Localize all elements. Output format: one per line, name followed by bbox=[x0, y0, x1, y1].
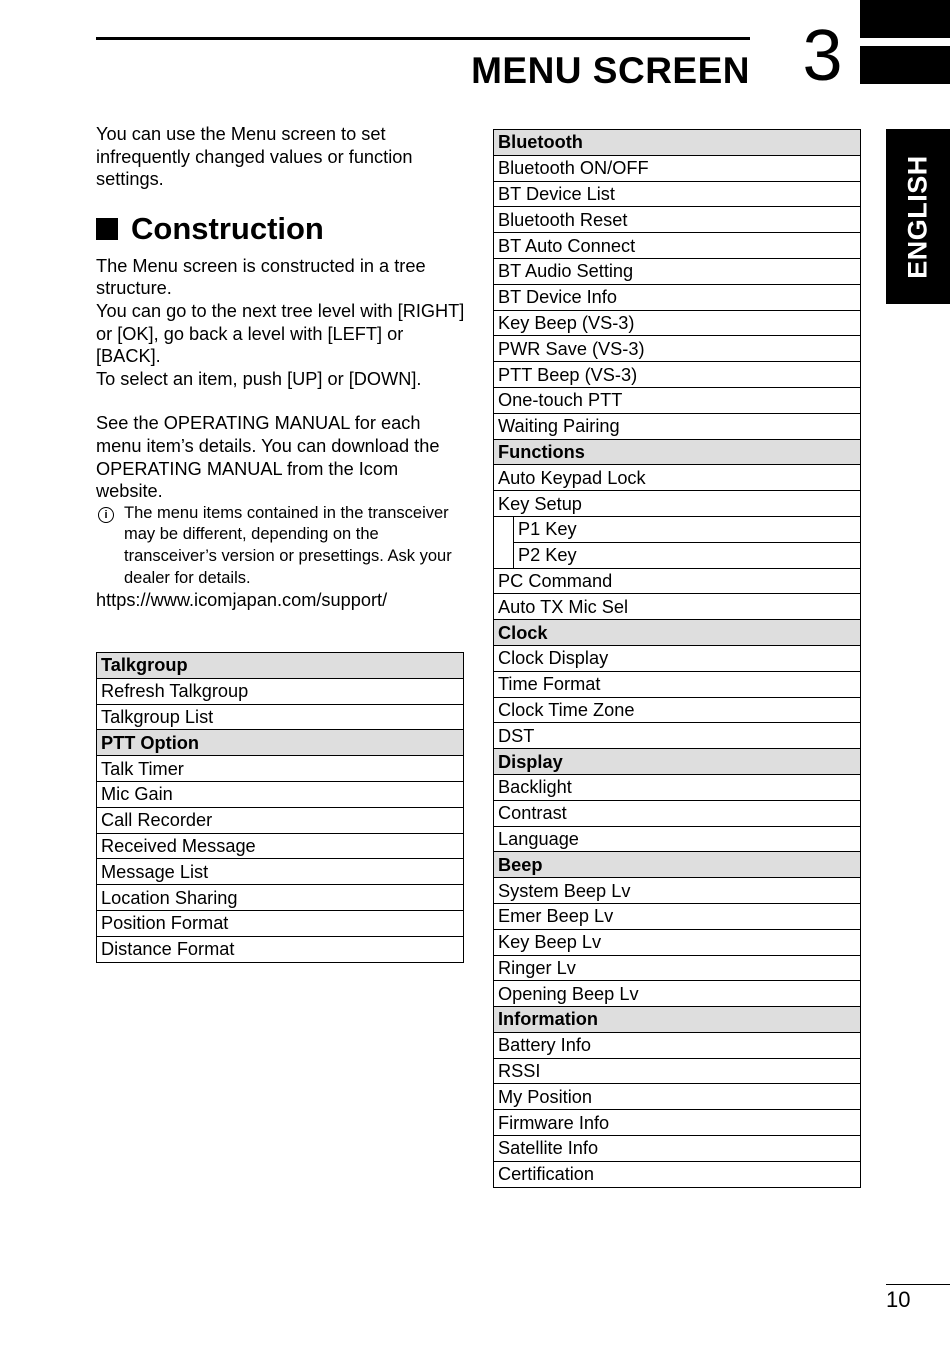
menu-item-row bbox=[494, 1058, 861, 1084]
left-column bbox=[96, 123, 466, 612]
menu-item-row bbox=[494, 903, 861, 929]
menu-item-row bbox=[97, 704, 464, 730]
menu-item-label: My Position bbox=[494, 1084, 861, 1110]
menu-item-label: Talk Timer bbox=[97, 756, 464, 782]
menu-item-row bbox=[494, 258, 861, 284]
menu-item-row bbox=[494, 723, 861, 749]
menu-item-row bbox=[494, 697, 861, 723]
menu-category-label: PTT Option bbox=[97, 730, 464, 756]
menu-item-label: Bluetooth Reset bbox=[494, 207, 861, 233]
menu-item-row bbox=[494, 207, 861, 233]
menu-category-label: Bluetooth bbox=[494, 130, 861, 156]
menu-table-right bbox=[493, 129, 861, 1188]
menu-item-label: Firmware Info bbox=[494, 1110, 861, 1136]
menu-item-label: Call Recorder bbox=[97, 807, 464, 833]
menu-category-row bbox=[494, 439, 861, 465]
menu-item-label: Clock Display bbox=[494, 645, 861, 671]
info-icon: i bbox=[98, 507, 114, 523]
menu-item-row bbox=[494, 929, 861, 955]
menu-item-label: Location Sharing bbox=[97, 885, 464, 911]
menu-category-row bbox=[494, 1007, 861, 1033]
menu-item-label: Talkgroup List bbox=[97, 704, 464, 730]
square-bullet-icon bbox=[96, 218, 118, 240]
menu-item-row bbox=[494, 155, 861, 181]
menu-item-row bbox=[494, 645, 861, 671]
menu-item-row bbox=[494, 336, 861, 362]
section-title: MENU SCREEN bbox=[471, 50, 750, 91]
menu-item-row bbox=[97, 756, 464, 782]
manual-note: See the OPERATING MANUAL for each menu item’s details. You can download the OPERATING MANUAL from the Icom website. bbox=[96, 413, 440, 502]
menu-item-label: Certification bbox=[494, 1161, 861, 1187]
header-rule bbox=[96, 37, 750, 40]
menu-item-label: Key Setup bbox=[494, 491, 861, 517]
menu-item-row bbox=[494, 955, 861, 981]
menu-item-label: Auto TX Mic Sel bbox=[494, 594, 861, 620]
menu-category-label: Clock bbox=[494, 620, 861, 646]
menu-item-row bbox=[97, 678, 464, 704]
chapter-number: 3 bbox=[802, 16, 843, 96]
menu-item-label: Clock Time Zone bbox=[494, 697, 861, 723]
menu-item-row bbox=[97, 859, 464, 885]
menu-item-row bbox=[494, 594, 861, 620]
info-note bbox=[96, 503, 466, 589]
menu-item-row bbox=[97, 781, 464, 807]
menu-category-label: Information bbox=[494, 1007, 861, 1033]
menu-item-row bbox=[494, 516, 861, 542]
menu-item-row bbox=[494, 1110, 861, 1136]
language-tab bbox=[886, 129, 950, 304]
menu-item-row bbox=[494, 800, 861, 826]
intro-text: You can use the Menu screen to set infrequently changed values or function settings. bbox=[96, 124, 413, 190]
menu-item-row bbox=[494, 1084, 861, 1110]
menu-item-label: Waiting Pairing bbox=[494, 413, 861, 439]
menu-table-left bbox=[96, 652, 464, 963]
menu-item-label: DST bbox=[494, 723, 861, 749]
menu-item-row bbox=[494, 568, 861, 594]
menu-item-label: Key Beep Lv bbox=[494, 929, 861, 955]
menu-category-label: Talkgroup bbox=[97, 653, 464, 679]
menu-item-label: Satellite Info bbox=[494, 1136, 861, 1162]
menu-item-label: BT Auto Connect bbox=[494, 233, 861, 259]
menu-item-label: One-touch PTT bbox=[494, 387, 861, 413]
menu-item-label: PTT Beep (VS-3) bbox=[494, 362, 861, 388]
menu-category-label: Beep bbox=[494, 852, 861, 878]
menu-item-row bbox=[97, 910, 464, 936]
menu-item-row bbox=[494, 981, 861, 1007]
chapter-bar-bottom bbox=[860, 46, 950, 84]
construction-heading-label: Construction bbox=[131, 210, 324, 246]
support-url[interactable]: https://www.icomjapan.com/support/ bbox=[96, 590, 388, 611]
menu-category-row bbox=[494, 130, 861, 156]
menu-item-row bbox=[97, 833, 464, 859]
menu-item-label: Time Format bbox=[494, 671, 861, 697]
menu-item-label: PC Command bbox=[494, 568, 861, 594]
menu-item-label: Auto Keypad Lock bbox=[494, 465, 861, 491]
menu-item-row bbox=[97, 807, 464, 833]
indent-spacer bbox=[494, 542, 514, 568]
menu-item-label: Language bbox=[494, 826, 861, 852]
menu-category-row bbox=[494, 749, 861, 775]
menu-item-row bbox=[494, 362, 861, 388]
menu-item-label: PWR Save (VS-3) bbox=[494, 336, 861, 362]
info-note-text: The menu items contained in the transceiver may be different, depending on the transceiver’s version or presettings. Ask your dealer for details. bbox=[124, 503, 452, 587]
menu-item-row bbox=[494, 413, 861, 439]
menu-item-row bbox=[494, 774, 861, 800]
menu-item-label: Received Message bbox=[97, 833, 464, 859]
menu-item-row bbox=[494, 310, 861, 336]
menu-item-label: RSSI bbox=[494, 1058, 861, 1084]
language-tab-label: ENGLISH bbox=[902, 155, 933, 279]
menu-item-row bbox=[97, 936, 464, 962]
menu-item-label: Key Beep (VS-3) bbox=[494, 310, 861, 336]
menu-item-row bbox=[494, 826, 861, 852]
menu-item-row bbox=[494, 387, 861, 413]
menu-item-row bbox=[494, 671, 861, 697]
menu-item-row bbox=[494, 465, 861, 491]
menu-item-label: Opening Beep Lv bbox=[494, 981, 861, 1007]
menu-item-label: P2 Key bbox=[514, 542, 861, 568]
menu-item-row bbox=[494, 878, 861, 904]
menu-item-row bbox=[494, 181, 861, 207]
menu-category-row bbox=[97, 730, 464, 756]
construction-line-2: You can go to the next tree level with [RIGHT] or [OK], go back a level with [LEFT] or [BACK]. bbox=[96, 300, 465, 367]
menu-category-label: Functions bbox=[494, 439, 861, 465]
menu-item-label: P1 Key bbox=[514, 516, 861, 542]
construction-heading bbox=[96, 209, 466, 249]
menu-item-label: BT Device Info bbox=[494, 284, 861, 310]
menu-item-label: Message List bbox=[97, 859, 464, 885]
menu-item-label: BT Audio Setting bbox=[494, 258, 861, 284]
menu-item-row bbox=[97, 885, 464, 911]
menu-category-row bbox=[494, 620, 861, 646]
construction-line-1: The Menu screen is constructed in a tree structure. bbox=[96, 255, 426, 299]
menu-item-row bbox=[494, 1136, 861, 1162]
menu-item-row bbox=[494, 284, 861, 310]
menu-item-label: Position Format bbox=[97, 910, 464, 936]
menu-item-row bbox=[494, 1161, 861, 1187]
construction-line-3: To select an item, push [UP] or [DOWN]. bbox=[96, 368, 422, 389]
menu-item-label: System Beep Lv bbox=[494, 878, 861, 904]
menu-item-label: Refresh Talkgroup bbox=[97, 678, 464, 704]
page-number: 10 bbox=[886, 1284, 950, 1313]
menu-category-row bbox=[97, 653, 464, 679]
menu-item-row bbox=[494, 233, 861, 259]
menu-item-row bbox=[494, 542, 861, 568]
menu-item-label: Battery Info bbox=[494, 1032, 861, 1058]
indent-spacer bbox=[494, 516, 514, 542]
menu-item-label: Backlight bbox=[494, 774, 861, 800]
menu-item-label: Ringer Lv bbox=[494, 955, 861, 981]
menu-item-label: Distance Format bbox=[97, 936, 464, 962]
menu-item-row bbox=[494, 491, 861, 517]
menu-category-row bbox=[494, 852, 861, 878]
menu-item-label: Emer Beep Lv bbox=[494, 903, 861, 929]
menu-item-label: Contrast bbox=[494, 800, 861, 826]
menu-item-label: Mic Gain bbox=[97, 781, 464, 807]
chapter-bar-top bbox=[860, 0, 950, 38]
menu-item-label: Bluetooth ON/OFF bbox=[494, 155, 861, 181]
menu-item-label: BT Device List bbox=[494, 181, 861, 207]
menu-item-row bbox=[494, 1032, 861, 1058]
menu-category-label: Display bbox=[494, 749, 861, 775]
